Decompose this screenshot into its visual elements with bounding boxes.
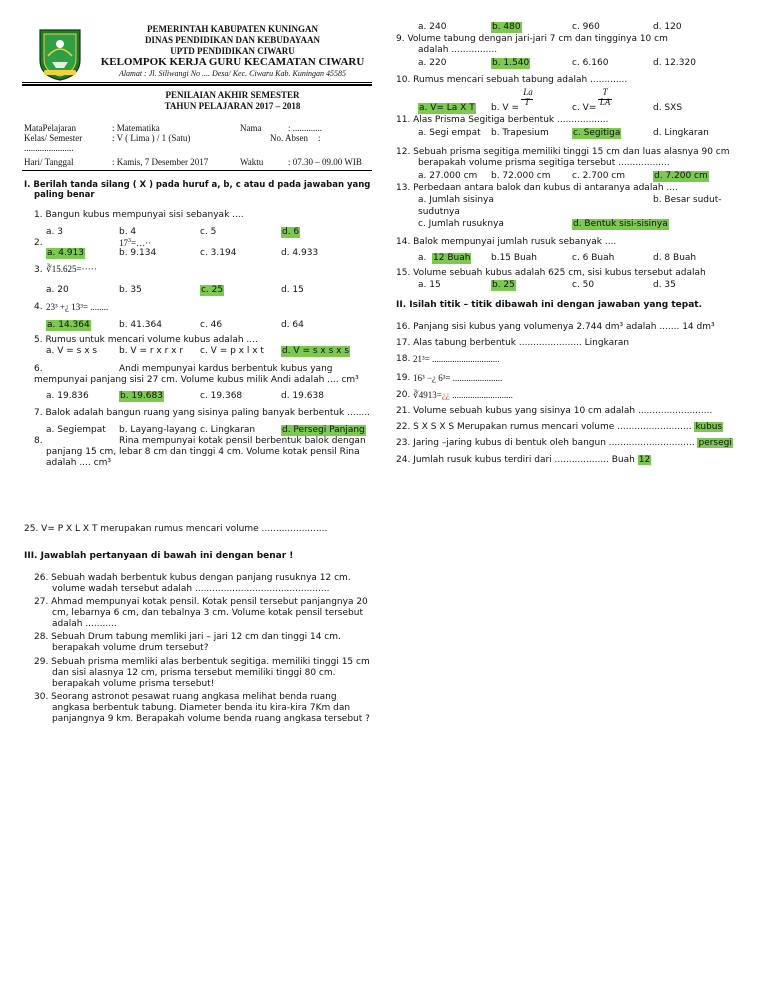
q9-line2: adalah ................	[418, 45, 498, 55]
name-value: : .............	[288, 123, 323, 133]
q28-line2: berapakah volume drum tersebut?	[52, 643, 209, 653]
section1-title-cont: paling benar	[34, 190, 95, 200]
q7-option-c[interactable]: c. Lingkaran	[200, 425, 256, 435]
q4-option-b[interactable]: b. 41.364	[119, 320, 162, 330]
q8-text-line3: adalah .... cm³	[46, 458, 111, 468]
q3-number: 3.	[34, 265, 43, 275]
q9-line1: 9. Volume tabung dengan jari-jari 7 cm dan tingginya 10 cm	[396, 34, 668, 44]
q5-option-a[interactable]: a. V = s x s	[46, 346, 98, 356]
q1-option-d[interactable]: d. 6	[282, 227, 300, 237]
q3-option-c[interactable]: c. 25	[201, 285, 224, 295]
header-kkg: KELOMPOK KERJA GURU KECAMATAN CIWARU	[100, 56, 365, 68]
subject-label: MataPelajaran	[24, 123, 76, 133]
header-government: PEMERINTAH KABUPATEN KUNINGAN	[146, 24, 318, 34]
q8-option-a[interactable]: a. 240	[418, 22, 447, 32]
q15-option-d[interactable]: d. 35	[653, 280, 676, 290]
q11-option-c[interactable]: c. Segitiga	[573, 128, 621, 138]
q11-option-b[interactable]: b. Trapesium	[491, 128, 549, 138]
q11-text: 11. Alas Prisma Segitiga berbentuk ..................	[396, 115, 609, 125]
q23-line	[396, 438, 733, 449]
name-label: Nama	[240, 123, 262, 133]
q6-option-c[interactable]: c. 19.368	[200, 391, 243, 401]
q8-text-line2: panjang 15 cm, lebar 8 cm dan tinggi 4 cm. Volume kotak pensil Rina	[46, 447, 360, 457]
q15-text: 15. Volume sebuah kubus adalah 625 cm, sisi kubus tersebut adalah	[396, 268, 706, 278]
q15-option-c[interactable]: c. 50	[572, 280, 595, 290]
q4-number: 4.	[34, 302, 43, 312]
q10-option-c-denominator: LA	[599, 97, 611, 107]
q9-option-a[interactable]: a. 220	[418, 58, 447, 68]
q5-option-d[interactable]: d. V = s x s x s	[282, 346, 350, 356]
q7-text: 7. Balok adalah bangun ruang yang sisinya paling banyak berbentuk ........	[34, 408, 371, 418]
q12-option-c[interactable]: c. 2.700 cm	[572, 171, 626, 181]
q10-option-c-prefix[interactable]: c. V=	[572, 103, 597, 113]
q30-line3: panjangnya 9 km. Berapakah volume benda ruang angkasa tersebut ?	[52, 714, 370, 724]
q17-text: 17. Alas tabung berbentuk ...................... Lingkaran	[396, 338, 630, 348]
q29-line2: dan sisi alasnya 12 cm, prisma tersebut memiliki tinggi 80 cm.	[52, 668, 336, 678]
subject-value: : Matematika	[112, 123, 160, 133]
q14-option-a-prefix: a.	[418, 253, 427, 263]
q13-option-b[interactable]: b. Besar sudut-	[653, 195, 722, 205]
q13-option-b-cont: sudutnya	[418, 207, 460, 217]
kuningan-regency-emblem-icon	[36, 26, 84, 82]
q26-line1: 26. Sebuah wadah berbentuk kubus dengan panjang rusuknya 12 cm.	[34, 573, 351, 583]
q10-option-a[interactable]: a. V= La X T	[419, 103, 475, 113]
q12-line1: 12. Sebuah prisma segitiga memiliki tinggi 15 cm dan luas alasnya 90 cm	[396, 147, 730, 157]
meta-divider	[22, 170, 372, 171]
q21-text: 21. Volume sebuah kubus yang sisinya 10 cm adalah ..........................	[396, 406, 713, 416]
q24-line	[396, 455, 651, 466]
q11-option-a[interactable]: a. Segi empat	[418, 128, 481, 138]
q10-option-b-prefix: b. V =	[491, 103, 519, 113]
header-divider	[22, 82, 372, 83]
q9-option-d[interactable]: d. 12.320	[653, 58, 696, 68]
q30-line2: angkasa berbentuk tabung. Diameter benda itu kira-kira 7Km dan	[52, 703, 351, 713]
q4-option-d[interactable]: d. 64	[281, 320, 304, 330]
q3-expression: ∛15.625=⋅⋅⋅⋅⋅	[46, 264, 97, 274]
q3-option-a[interactable]: a. 20	[46, 285, 69, 295]
q3-option-b[interactable]: b. 35	[119, 285, 142, 295]
q30-line1: 30. Seorang astronot pesawat ruang angkasa melihat benda ruang	[34, 692, 337, 702]
q26-line2: volume wadah tersebut adalah ...............................................	[52, 584, 330, 594]
q12-option-b[interactable]: b. 72.000 cm	[491, 171, 551, 181]
q23-text: 23. Jaring –jaring kubus di bentuk oleh bangun ..............................	[396, 438, 695, 448]
q8-option-b[interactable]: b. 480	[492, 22, 521, 32]
q6-option-a[interactable]: a. 19.836	[46, 391, 89, 401]
q15-option-a[interactable]: a. 15	[418, 280, 441, 290]
q10-option-b-denominator: T	[524, 97, 530, 107]
q29-line3: berapakah volume prisma tersebut!	[52, 679, 215, 689]
q20-mark: ¿¿	[441, 390, 450, 400]
q2-tail: =…⋅⋅	[131, 238, 152, 248]
q20-expression	[413, 390, 513, 401]
q18-number: 18.	[396, 354, 411, 364]
q19-expression: 16³ −¿ 6³= ......................	[413, 373, 503, 383]
q13-option-c[interactable]: c. Jumlah rusuknya	[418, 219, 504, 229]
q25-text: 25. V= P X L X T merupakan rumus mencari volume .......................	[24, 524, 328, 534]
q13-text: 13. Perbedaan antara balok dan kubus di antaranya adalah ....	[396, 183, 678, 193]
q12-line2: berapakah volume prisma segitiga tersebut ..................	[418, 158, 670, 168]
q6-text-line1: Andi mempunyai kardus berbentuk kubus yang	[119, 364, 333, 374]
q18-expression: 21³= ..............................	[413, 354, 500, 364]
dots-line: ......................	[24, 143, 74, 153]
q20-root: ∛4913=	[413, 390, 442, 400]
exam-year: TAHUN PELAJARAN 2017 – 2018	[164, 101, 301, 111]
q27-line2: cm, lebarnya 6 cm, dan tebalnya 3 cm. Volume kotak pensil tersebut	[52, 608, 363, 618]
q28-line1: 28. Sebuah Drum tabung memliki jari – jari 12 cm dan tinggi 14 cm.	[34, 632, 341, 642]
q14-option-d[interactable]: d. 8 Buah	[653, 253, 697, 263]
q2-option-a[interactable]: a. 4.913	[47, 248, 85, 258]
q10-option-b[interactable]	[491, 103, 519, 114]
q8-option-c[interactable]: c. 960	[572, 22, 600, 32]
q8-number: 8.	[34, 436, 43, 446]
q24-answer: 12	[638, 455, 651, 465]
q4-option-c[interactable]: c. 46	[200, 320, 223, 330]
q2-option-b[interactable]: b. 9.134	[119, 248, 157, 258]
q23-answer: persegi	[698, 438, 732, 448]
header-address: Alamat : Jl. Siliwangi No .... Desa/ Kec. Ciwaru Kab. Kuningan 45585	[118, 69, 347, 78]
header-uptd: UPTD PENDIDIKAN CIWARU	[170, 46, 295, 56]
q2-base: 17	[119, 238, 128, 248]
date-label: Hari/ Tanggal	[24, 157, 74, 167]
q1-option-c[interactable]: c. 5	[200, 227, 217, 237]
q10-option-d[interactable]: d. SXS	[653, 103, 683, 113]
q9-option-b[interactable]: b. 1.540	[492, 58, 530, 68]
section1-title: I. Berilah tanda silang ( X ) pada huruf a, b, c atau d pada jawaban yang	[24, 180, 371, 190]
q13-option-a[interactable]: a. Jumlah sisinya	[418, 195, 494, 205]
q10-text: 10. Rumus mencari sebuah tabung adalah .............	[396, 75, 628, 85]
q14-option-a[interactable]: 12 Buah	[433, 253, 471, 263]
exam-title: PENILAIAN AKHIR SEMESTER	[165, 90, 300, 100]
class-label: Kelas/ Semester	[24, 133, 83, 143]
q12-option-a[interactable]: a. 27.000 cm	[418, 171, 478, 181]
q7-option-d[interactable]: d. Persegi Panjang	[282, 425, 365, 435]
q24-text: 24. Jumlah rusuk kubus terdiri dari ................... Buah	[396, 455, 635, 465]
q22-text: 22. S X S X S Merupakan rumus mencari volume ..........................	[396, 422, 692, 432]
header-divider-thick	[22, 84, 372, 86]
time-value: : 07.30 – 09.00 WIB	[288, 157, 362, 167]
q5-option-c[interactable]: c. V = p x l x t	[200, 346, 264, 356]
q6-option-d[interactable]: d. 19.638	[281, 391, 324, 401]
q1-text: 1. Bangun kubus mempunyai sisi sebanyak ....	[34, 210, 244, 220]
q5-text: 5. Rumus untuk mencari volume kubus adalah ....	[34, 335, 258, 345]
q1-option-b[interactable]: b. 4	[119, 227, 137, 237]
q6-number: 6.	[34, 364, 43, 374]
q13-option-d[interactable]: d. Bentuk sisi-sisinya	[573, 219, 668, 229]
q14-option-b[interactable]: b.15 Buah	[491, 253, 537, 263]
q11-option-d[interactable]: d. Lingkaran	[653, 128, 709, 138]
q6-text-line2: mempunyai panjang sisi 27 cm. Volume kubus milik Andi adalah .... cm³	[34, 375, 359, 385]
section2-title: II. Isilah titik – titik dibawah ini dengan jawaban yang tepat.	[396, 300, 703, 310]
q22-line	[396, 422, 723, 433]
q2-exponent: 3	[128, 238, 131, 244]
q6-option-b[interactable]: b. 19.683	[120, 391, 163, 401]
q7-option-a[interactable]: a. Segiempat	[46, 425, 106, 435]
q9-option-c[interactable]: c. 6.160	[572, 58, 609, 68]
q2-option-d[interactable]: d. 4.933	[281, 248, 319, 258]
q14-text: 14. Balok mempunyai jumlah rusuk sebanyak ....	[396, 237, 617, 247]
q27-line3: adalah ...........	[52, 619, 117, 629]
absen-value: :	[318, 133, 321, 143]
q14-option-c[interactable]: c. 6 Buah	[572, 253, 615, 263]
q27-line1: 27. Ahmad mempunyai kotak pensil. Kotak pensil tersebut panjangnya 20	[34, 597, 368, 607]
q22-answer: kubus	[695, 422, 723, 432]
q8-option-d[interactable]: d. 120	[653, 22, 682, 32]
q5-option-b[interactable]: b. V = r x r x r	[119, 346, 184, 356]
header-department: DINAS PENDIDIKAN DAN KEBUDAYAAN	[144, 35, 321, 45]
date-value: : Kamis, 7 Desember 2017	[112, 157, 209, 167]
q1-option-a[interactable]: a. 3	[46, 227, 63, 237]
q8-text-line1: Rina mempunyai kotak pensil berbentuk balok dengan	[119, 436, 366, 446]
q10-option-b-numerator: La	[523, 87, 533, 97]
absen-label: No. Absen	[270, 133, 308, 143]
q2-number: 2.	[34, 238, 43, 248]
q7-option-b[interactable]: b. Layang-layang	[119, 425, 197, 435]
class-value: : V ( Lima ) / 1 (Satu)	[112, 133, 191, 143]
q4-option-a[interactable]: a. 14.364	[47, 320, 90, 330]
q29-line1: 29. Sebuah prisma memliki alas berbentuk segitiga. memiliki tinggi 15 cm	[34, 657, 370, 667]
q12-option-d[interactable]: d. 7.200 cm	[654, 171, 708, 181]
q4-expression: 23³ +¿ 13³= ........	[46, 302, 109, 312]
q10-option-c-numerator: T	[602, 87, 608, 97]
section3-title: III. Jawablah pertanyaan di bawah ini dengan benar !	[24, 551, 294, 561]
time-label: Waktu	[240, 157, 264, 167]
q20-number: 20.	[396, 390, 411, 400]
q15-option-b[interactable]: b. 25	[492, 280, 515, 290]
q2-option-c[interactable]: c. 3.194	[200, 248, 237, 258]
q20-tail: ...........................	[449, 390, 513, 400]
q19-number: 19.	[396, 373, 411, 383]
q16-text: 16. Panjang sisi kubus yang volumenya 2.744 dm³ adalah ....... 14 dm³	[396, 322, 715, 332]
q3-option-d[interactable]: d. 15	[281, 285, 304, 295]
